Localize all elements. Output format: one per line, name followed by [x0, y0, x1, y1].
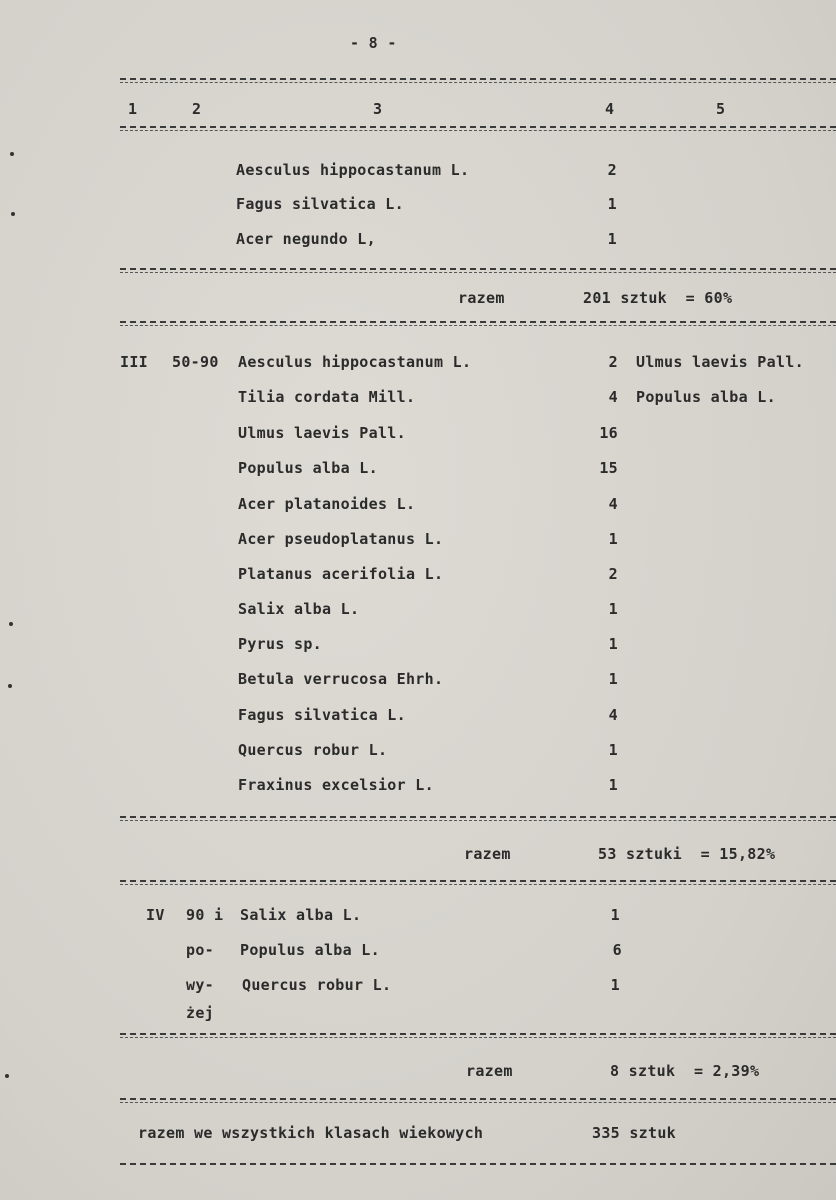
species-count: 16 [599, 424, 618, 442]
species-count: 2 [608, 353, 618, 371]
species-count: 1 [608, 741, 618, 759]
margin-speck [9, 622, 13, 626]
grand-total-value: 335 sztuk [592, 1124, 676, 1142]
species-count: 1 [608, 530, 618, 548]
top-rule [120, 78, 836, 80]
species-name: Salix alba L. [240, 906, 362, 924]
species-count: 4 [608, 388, 618, 406]
species-name: Fraxinus excelsior L. [238, 776, 434, 794]
species-count: 4 [608, 495, 618, 513]
age-range: 50-90 [172, 353, 219, 371]
header-col-3: 3 [373, 100, 383, 118]
species-name: Quercus robur L. [238, 741, 388, 759]
species-name: Quercus robur L. [242, 976, 392, 994]
total-value: 53 sztuki = 15,82% [598, 845, 776, 863]
margin-speck [11, 212, 15, 216]
species-name: Populus alba L. [238, 459, 378, 477]
species-name: Aesculus hippocastanum L. [236, 161, 470, 179]
species-name: Aesculus hippocastanum L. [238, 353, 472, 371]
species-count: 1 [608, 776, 618, 794]
total-label: razem [464, 845, 511, 863]
species-count: 1 [608, 600, 618, 618]
species-name: Betula verrucosa Ehrh. [238, 670, 444, 688]
species-note: Ulmus laevis Pall. [636, 353, 804, 371]
age-range-line: żej [186, 1004, 214, 1022]
age-range-line: po- [186, 941, 214, 959]
species-count: 2 [608, 565, 618, 583]
header-col-5: 5 [716, 100, 726, 118]
margin-speck [8, 684, 12, 688]
species-name: Ulmus laevis Pall. [238, 424, 406, 442]
bottom-rule [120, 1163, 836, 1165]
species-name: Fagus silvatica L. [238, 706, 406, 724]
age-range-line: 90 i [186, 906, 224, 924]
species-count: 1 [610, 906, 620, 924]
age-range-line: wy- [186, 976, 214, 994]
section-rule [120, 1033, 836, 1035]
species-name: Pyrus sp. [238, 635, 322, 653]
species-count: 6 [612, 941, 622, 959]
species-count: 4 [608, 706, 618, 724]
species-name: Platanus acerifolia L. [238, 565, 444, 583]
header-col-2: 2 [192, 100, 202, 118]
section-rule [120, 268, 836, 270]
age-class: III [120, 353, 148, 371]
header-rule [120, 126, 836, 128]
grand-total-label: razem we wszystkich klasach wiekowych [138, 1124, 484, 1142]
species-name: Acer pseudoplatanus L. [238, 530, 444, 548]
species-name: Acer negundo L, [236, 230, 376, 248]
section-rule [120, 816, 836, 818]
species-name: Tilia cordata Mill. [238, 388, 416, 406]
section-rule [120, 880, 836, 882]
species-count: 1 [607, 195, 617, 213]
header-col-4: 4 [605, 100, 615, 118]
species-count: 2 [607, 161, 617, 179]
margin-speck [5, 1074, 9, 1078]
species-note: Populus alba L. [636, 388, 776, 406]
species-count: 1 [607, 230, 617, 248]
species-count: 1 [608, 670, 618, 688]
total-value: 201 sztuk = 60% [583, 289, 733, 307]
total-label: razem [466, 1062, 513, 1080]
species-name: Salix alba L. [238, 600, 360, 618]
header-col-1: 1 [128, 100, 138, 118]
section-rule [120, 1098, 836, 1100]
age-class: IV [146, 906, 165, 924]
species-count: 15 [599, 459, 618, 477]
margin-speck [10, 152, 14, 156]
page-number: - 8 - [350, 34, 397, 52]
total-label: razem [458, 289, 505, 307]
species-name: Populus alba L. [240, 941, 380, 959]
total-value: 8 sztuk = 2,39% [610, 1062, 760, 1080]
species-count: 1 [608, 635, 618, 653]
species-name: Acer platanoides L. [238, 495, 416, 513]
species-count: 1 [610, 976, 620, 994]
species-name: Fagus silvatica L. [236, 195, 404, 213]
section-rule [120, 321, 836, 323]
